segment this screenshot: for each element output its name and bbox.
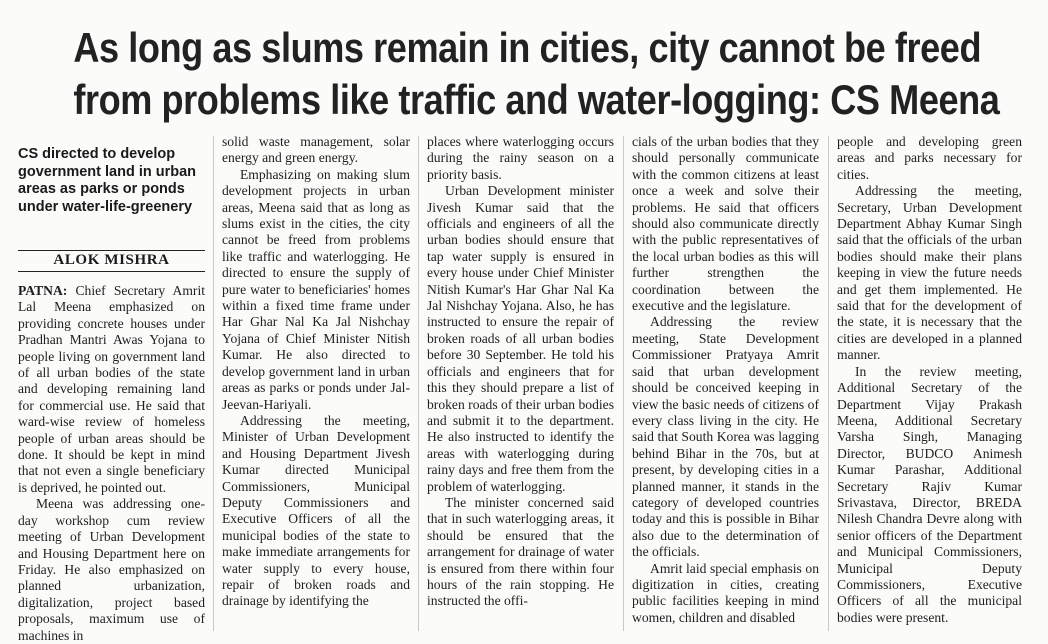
article-column-2	[222, 134, 410, 631]
paragraph: In the review meeting, Additional Secretary of the Department Vijay Prakash Meena, Additional Secretary Varsha Singh, Managing Director, BUDCO Animesh Kumar Parashar, Additional Secretary Rajiv Kumar Srivastava, Director, BREDA Nilesh Chandra Devre along with senior officers of the Department and Municipal Commissioners, Municipal Deputy Commissioners, Executive Officers of all the municipal bodies were present.	[837, 363, 1022, 625]
article-column-1	[18, 283, 205, 643]
headline-line-1: As long as slums remain in cities, city cannot be freed	[73, 24, 982, 71]
headline-line-2: from problems like traffic and water-logging: CS Meena	[73, 76, 1000, 123]
paragraph: Amrit laid special emphasis on digitization in cities, creating public facilities keeping in mind women, children and disabled	[632, 560, 819, 625]
paragraph-text: Chief Secretary Amrit Lal Meena emphasized on providing concrete houses under Pradhan Mantri Awas Yojana to people living on government land of all urban bodies of the state and developing remaining land for commercial use. He said that ward-wise review of homeless people of urban areas should be done. It should be kept in mind that not even a single beneficiary is deprived, he pointed out.	[18, 283, 205, 495]
article-column-5	[837, 134, 1022, 631]
byline-block	[18, 250, 205, 272]
column-divider	[213, 136, 214, 631]
column-divider	[623, 136, 624, 631]
paragraph: Urban Development minister Jivesh Kumar said that the officials and engineers of all the urban bodies should ensure that tap water supply is ensured in every house under Chief Minister Nitish Kumar's Har Ghar Nal Ka Jal Nishchay Yojana. Also, he has instructed to ensure the repair of broken roads of all urban bodies before 30 September. He told his officials and engineers that for this they should prepare a list of broken roads of their urban bodies and submit it to the department. He also instructed to identify the areas with waterlogging during rainy days and free them from the problem of waterlogging.	[427, 183, 614, 494]
paragraph: The minister concerned said that in such waterlogging areas, it should be ensured that the arrangement for drainage of water is ensured from there within four hours of the rain stopping. He instructed the offi-	[427, 494, 614, 609]
paragraph: cials of the urban bodies that they should personally communicate with the common citizens at least once a week and solve their problems. He said that officers should also communicate directly with the public representatives of the local urban bodies as this will further strengthen the coordination between the executive and the legislature.	[632, 134, 819, 314]
paragraph: places where waterlogging occurs during the rainy season on a priority basis.	[427, 134, 614, 182]
article-column-3	[427, 134, 614, 631]
column-divider	[418, 136, 419, 631]
byline: ALOK MISHRA	[18, 250, 205, 272]
article-column-4	[632, 134, 819, 631]
headline	[73, 22, 1000, 126]
paragraph: Addressing the meeting, Secretary, Urban Development Department Abhay Kumar Singh said that the officials of the urban bodies should make their plans keeping in view the future needs and get them implemented. He said that for the development of the state, it is necessary that the cities are developed in a planned manner.	[837, 183, 1022, 363]
dateline: PATNA:	[18, 283, 68, 298]
paragraph: Emphasizing on making slum development projects in urban areas, Meena said that as long as slums exist in the cities, the city cannot be freed from problems like traffic and waterlogging. He directed to ensure the supply of pure water to beneficiaries' homes within a fixed time frame under Har Ghar Nal Ka Jal Nishchay Yojana of Chief Minister Nitish Kumar. He also directed to develop government land in urban areas as parks or ponds under Jal-Jeevan-Hariyali.	[222, 166, 410, 412]
paragraph: solid waste management, solar energy and green energy.	[222, 134, 410, 166]
paragraph	[18, 283, 205, 496]
paragraph: Addressing the review meeting, State Development Commissioner Pratyaya Amrit said that urban development should be conceived keeping in view the basic needs of citizens of every class living in the city. He said that South Korea was lagging behind Bihar in the 70s, but at present, by developing cities in a planned manner, it stands in the category of developed countries today and this is possible in Bihar also due to the determination of the officials.	[632, 314, 819, 560]
paragraph: Addressing the meeting, Minister of Urban Development and Housing Department Jivesh Kumar directed Municipal Commissioners, Municipal Deputy Commissioners and Executive Officers of all the municipal bodies of the state to make immediate arrangements for water supply to every house, repair of broken roads and drainage by identifying the	[222, 412, 410, 609]
previous-article-cutoff	[0, 0, 1048, 10]
deck-subheading: CS directed to develop government land in urban areas as parks or ponds under water-life-greenery	[18, 146, 197, 215]
column-divider	[828, 136, 829, 631]
paragraph: people and developing green areas and parks necessary for cities.	[837, 134, 1022, 182]
paragraph: Meena was addressing one-day workshop cum review meeting of Urban Development and Housing Department here on Friday. He also emphasized on planned urbanization, digitalization, project based proposals, maximum use of machines in	[18, 496, 205, 643]
